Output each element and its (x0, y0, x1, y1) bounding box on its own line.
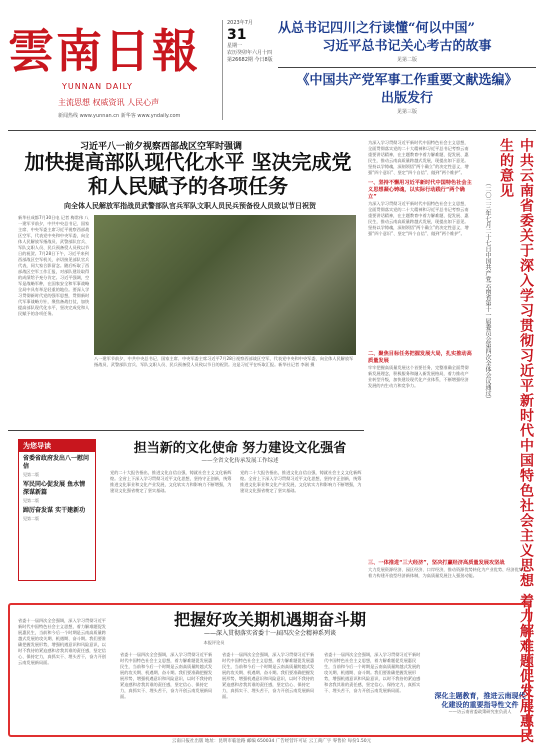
feature-body-1b: 为深入学习贯彻习近平新时代中国特色社会主义思想，全面贯彻落实党的二十大精神和习近平总书记考察云南重要讲话精神，在主题教育中着力解难题、促发展、惠民生，推动云南高质量跨越式发展，现提出如下意见。坚持以学铸魂，深刻领悟“两个确立”的决定性意义，增强“四个意识”、坚定“四个自信”、做到“两个维护”。 (368, 201, 469, 236)
lead-photo-caption: 八一建军节前夕，中共中央总书记、国家主席、中央军委主席习近平7月28日视察西部战区空军，代表党中央和中央军委，向全体人民解放军指战员、武警部队官兵、军队文职人员、民兵预备役人员致以节日的祝贺。这是习近平在听取汇报。新华社记者 李刚 摄 (94, 356, 354, 367)
lead-kicker: 习近平八一前夕视察西部战区空军时强调 (80, 142, 243, 152)
dateline-edition: 第26682期 今日8版 (227, 57, 273, 63)
guide-item-1[interactable]: 省委省政府发出八一慰问信 (23, 455, 90, 470)
dateline-box (222, 20, 277, 120)
top-headline-1[interactable]: 从总书记四川之行读懂“何以中国” (278, 21, 475, 36)
feature-vertical-title[interactable]: 中共云南省委关于深入学习贯彻习近平新时代中国特色社会主义思想 着力解难题促发展惠民生的意见 (498, 138, 534, 744)
masthead-sites[interactable]: 新闻热线 www.yunnan.cn 新华客 www.yndaily.com (58, 113, 181, 119)
top-divider (278, 67, 536, 68)
top-source-2: 见第三版 (396, 109, 417, 115)
dateline-weekday: 星期一 (227, 43, 243, 49)
dateline-lunar: 农历癸卯年六月十四 (227, 50, 273, 56)
bottom-body-col-4: 省委十一届四次全会强调，深入学习贯彻习近平新时代中国特色社会主义思想，着力解难题促发展惠民生，当前和今后一个时期是云南高质量跨越式发展的攻关期、机遇期、奋斗期。我们要准确把握发展形势，增强机遇意识和风险意识，以时不我待的紧迫感和舍我其谁的责任感，坚定信心、保持定力，真抓实干、埋头苦干，奋力开创云南发展新局面。 (324, 652, 421, 693)
feature-body-2: 牢牢把握高质量发展这个首要任务，完整准确全面贯彻新发展理念，积极服务和融入新发展格局，着力推动产业转型升级，加快建设现代化产业体系，不断增强经济发展的内生动力和竞争力。 (368, 365, 469, 388)
reading-guide-header: 为您导读 (19, 440, 95, 452)
feature-section-3: 三、一体推进“三大经济”，坚决打赢经济高质量发展攻坚战 (368, 560, 505, 566)
reading-guide-box (18, 439, 96, 581)
page-footer: 云南日报社出版 地址：昆明市临沧路 邮编 650034 广告经营许可证 云工商广字 零售价 每份1.50元 (171, 739, 372, 744)
feature-section-2: 二、聚焦目标任务把握发展大局，扎实推动高质量发展 (368, 351, 472, 364)
bottom-right-box (432, 691, 528, 735)
feature-body-column (368, 140, 472, 485)
lead-subhead: 向全体人民解放军指战员武警部队官兵军队文职人员民兵预备役人员致以节日祝贺 (64, 201, 316, 210)
top-right-headlines (278, 20, 536, 118)
lead-headline[interactable]: 加快提高部队现代化水平 坚决完成党和人民赋予的各项任务 (24, 150, 352, 198)
guide-item-2[interactable]: 军民同心促发展 鱼水情深谋新篇 (23, 481, 86, 496)
bottom-right-body: ——访云南省委政策研究室负责人 (448, 709, 512, 714)
feature-body-1: 为深入学习贯彻习近平新时代中国特色社会主义思想，全面贯彻落实党的二十大精神和习近平总书记考察云南重要讲话精神，在主题教育中着力解难题、促发展、惠民生，推动云南高质量跨越式发展，现提出如下意见。坚持以学铸魂，深刻领悟“两个确立”的决定性意义，增强“四个意识”、坚定“四个自信”、做到“两个维护”。 (368, 140, 469, 175)
top-headline-2[interactable]: 习近平总书记关心考古的故事 (322, 39, 492, 54)
guide-item-3[interactable]: 踔厉奋发谋 实干建新功 (23, 507, 86, 514)
dateline-year-month: 2023年7月 (227, 20, 253, 26)
masthead-english: YUNNAN DAILY (62, 82, 133, 91)
feature-date-note: （二〇二三年七月二十七日中国共产党云南省第十一届委员会第四次全体会议通过） (484, 180, 491, 402)
lead-photo[interactable] (94, 215, 356, 355)
bottom-headline[interactable]: 把握好攻关期机遇期奋斗期 (173, 610, 366, 629)
masthead-divider (8, 130, 536, 131)
guide-item-2-source: 见第二版 (23, 498, 39, 503)
bottom-source: 本报评论员 (203, 640, 225, 645)
culture-body-col-1: 党的二十大报告指出，推进文化自信自强，铸就社会主义文化新辉煌。全省上下深入学习贯彻习近平文化思想，坚持守正创新，统筹推进文化事业和文化产业发展，文化软实力和影响力不断增强，为建设文化强省奠定了坚实基础。 (110, 470, 232, 493)
feature-body-3: 大力发展资源经济、园区经济、口岸经济，推动资源优势转化为产业优势、经济优势，着力构建开放型经济新体制，为高质量发展注入强劲动能。 (368, 567, 528, 578)
masthead-motto: 主流思想 权威资讯 人民心声 (58, 98, 160, 107)
bottom-body-col-1: 省委十一届四次全会强调，深入学习贯彻习近平新时代中国特色社会主义思想，着力解难题促发展惠民生，当前和今后一个时期是云南高质量跨越式发展的攻关期、机遇期、奋斗期。我们要准确把握发展形势，增强机遇意识和风险意识，以时不我待的紧迫感和舍我其谁的责任感，坚定信心、保持定力，真抓实干、埋头苦干，奋力开创云南发展新局面。 (18, 618, 106, 665)
dateline-day: 31 (227, 27, 247, 43)
feature-section-1: 一、坚持不懈用习近平新时代中国特色社会主义思想凝心铸魂，以实际行动践行“两个确立” (368, 180, 472, 200)
guide-item-3-source: 见第二版 (23, 516, 39, 521)
bottom-body-col-2: 省委十一届四次全会强调，深入学习贯彻习近平新时代中国特色社会主义思想，着力解难题促发展惠民生，当前和今后一个时期是云南高质量跨越式发展的攻关期、机遇期、奋斗期。我们要准确把握发展形势，增强机遇意识和风险意识，以时不我待的紧迫感和舍我其谁的责任感，坚定信心、保持定力，真抓实干、埋头苦干，奋力开创云南发展新局面。 (120, 652, 213, 699)
masthead-logo: 雲南日報 (8, 24, 200, 78)
culture-body-col-2: 党的二十大报告指出，推进文化自信自强，铸就社会主义文化新辉煌。全省上下深入学习贯彻习近平文化思想，坚持守正创新，统筹推进文化事业和文化产业发展，文化软实力和影响力不断增强，为建设文化强省奠定了坚实基础。 (240, 470, 362, 493)
top-headline-4[interactable]: 出版发行 (380, 91, 433, 106)
feature-section-3-block (368, 560, 528, 601)
bottom-body-col-3: 省委十一届四次全会强调，深入学习贯彻习近平新时代中国特色社会主义思想，着力解难题促发展惠民生，当前和今后一个时期是云南高质量跨越式发展的攻关期、机遇期、奋斗期。我们要准确把握发展形势，增强机遇意识和风险意识，以时不我待的紧迫感和舍我其谁的责任感，坚定信心、保持定力，真抓实干、埋头苦干，奋力开创云南发展新局面。 (222, 652, 315, 699)
top-source-1: 见第二版 (396, 57, 417, 63)
culture-subhead: ——全省文化传承发展工作综述 (201, 458, 279, 464)
lead-body: 新华社成都7月30日电 记者 梅常伟 八一建军节前夕，中共中央总书记、国家主席、中央军委主席习近平视察西部战区空军，代表党中央和中央军委，向全体人民解放军指战员、武警部队官兵、军队文职人员、民兵预备役人员致以节日的祝贺。7月28日下午，习近平来到西部战区空军机关，亲切接见部队官兵代表，同大家合影留念。随后听取了西部战区空军工作汇报，对部队建设取得的成绩给予充分肯定。习近平强调，空军是战略军种，在国家安全和军事战略全局中具有举足轻重的地位。要深入学习贯彻新时代党的强军思想，贯彻新时代军事战略方针，聚焦备战打仗，加快提高部队现代化水平，坚决完成党和人民赋予的各项任务。 (18, 215, 90, 316)
mid-divider (8, 430, 364, 431)
guide-item-1-source: 见第二版 (23, 472, 39, 477)
bottom-right-title[interactable]: 深化主题教育，推进云南现代化建设的重要指导性文件 (434, 691, 526, 709)
bottom-subhead: ——深入贯彻落实省委十一届四次全会精神系列谈 (203, 630, 336, 637)
top-headline-3[interactable]: 《中国共产党军事工作重要文献选编》 (296, 73, 518, 88)
culture-headline[interactable]: 担当新的文化使命 努力建设文化强省 (133, 441, 347, 456)
